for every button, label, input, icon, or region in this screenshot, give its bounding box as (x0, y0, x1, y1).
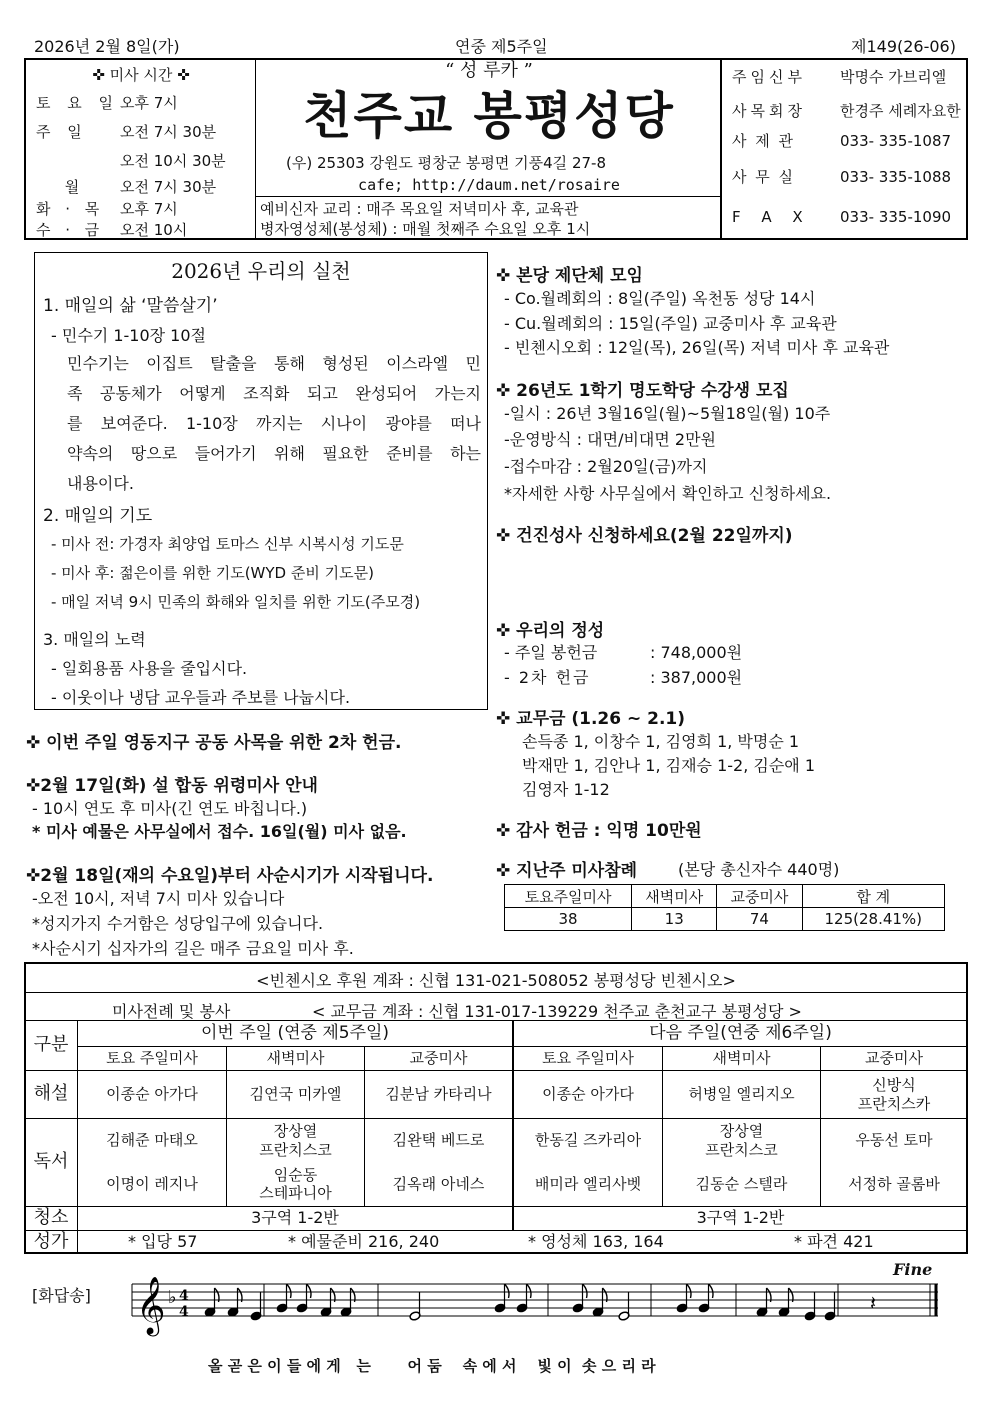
mass-time-row (36, 121, 216, 142)
staff-role: F A X (732, 208, 811, 226)
prayer-item: - 미사 후: 젊은이를 위한 기도(WYD 준비 기도문) (51, 564, 374, 582)
table-cell: 우동선 토마 (821, 1119, 968, 1163)
mass-time-row (36, 198, 178, 219)
offering-value: : 748,000원 (650, 643, 743, 662)
practice-body-line: 를 보여준다. 1-10장 까지는 시나이 광야를 떠나 (67, 414, 481, 433)
table-header-cell: 합 계 (802, 885, 944, 908)
offering-title: ✜ 우리의 정성 (496, 621, 605, 641)
note-flag (287, 1284, 292, 1298)
mass-day: 수 · 금 (36, 221, 100, 239)
staff-row (732, 166, 951, 187)
church-name: 천주교 봉평성당 (303, 87, 675, 145)
church-address: (우) 25303 강원도 평창군 봉평면 기풍4길 27-8 (286, 154, 606, 172)
psalm-lyrics: 올 곧 은 이 들 에 게 는 어 둠 속 에 서 빛 이 솟 으 리 라 (208, 1357, 656, 1375)
time-signature-top: 4 (179, 1288, 189, 1304)
note-flag (307, 1284, 312, 1298)
mass-time-row (36, 176, 216, 197)
cleaning-next-week: 3구역 1-2반 (513, 1207, 968, 1231)
table-cell: 김동순 스텔라 (663, 1163, 821, 1207)
patron-saint: “ 성 루카 ” (445, 60, 533, 81)
table-cell: 이명이 레지나 (78, 1163, 227, 1207)
rest-icon: 𝄽 (870, 1291, 877, 1315)
table-row (25, 1230, 968, 1254)
hymn-label: 성가 (25, 1230, 78, 1254)
notice-lent-title: ✜2월 18일(재의 수요일)부터 사순시기가 시작됩니다. (26, 866, 434, 886)
mass-time: 오후 7시 (120, 200, 178, 218)
hymn-communion: * 영성체 163, 164 (528, 1231, 664, 1251)
mass-day: 토 요 일 (36, 94, 120, 112)
staff-value: 박명수 가브리엘 (840, 68, 947, 86)
practice-box (34, 252, 488, 710)
table-row (25, 1071, 968, 1119)
mass-time: 오전 7시 30분 (120, 178, 217, 196)
table-header-cell: 새벽미사 (632, 885, 717, 908)
table-cell: 125(28.41%) (802, 908, 944, 931)
bulletin-header (24, 58, 968, 240)
practice-section-title: 1. 매일의 삶 ‘말씀살기’ (43, 296, 218, 316)
staff-panel (722, 60, 968, 238)
mass-time-row (36, 219, 187, 240)
vincent-account: <빈첸시오 후원 계좌 : 신협 131-021-508052 봉평성당 빈첸시오> (256, 971, 736, 990)
this-week-header: 이번 주일 (연중 제5주일) (78, 1021, 514, 1047)
staff-value: 033- 335-1088 (840, 168, 952, 186)
table-cell: 38 (505, 908, 632, 931)
hymn-numbers (78, 1230, 968, 1254)
liturgical-season: 연중 제5주일 (455, 37, 548, 56)
table-cell: 이종순 아가다 (78, 1071, 227, 1119)
note-flag (505, 1284, 510, 1298)
notice-memorial-mass-title: ✜2월 17일(화) 설 합동 위령미사 안내 (26, 776, 318, 796)
notice-line: * 미사 예물은 사무실에서 접수. 16일(월) 미사 없음. (32, 822, 407, 841)
dues-line: 박재만 1, 김안나 1, 김재승 1-2, 김순애 1 (522, 756, 816, 775)
mass-time-row (36, 150, 226, 171)
table-cell: 김연국 미카엘 (227, 1071, 365, 1119)
church-title-panel (256, 60, 722, 238)
table-cell: 74 (717, 908, 802, 931)
note-flag (527, 1284, 532, 1298)
notice-line: - 10시 연도 후 미사(긴 연도 바칩니다.) (32, 799, 308, 818)
hymn-offertory: * 예물준비 216, 240 (288, 1231, 440, 1251)
fine-marking: Fine (893, 1260, 933, 1279)
table-row (25, 1047, 968, 1071)
table-cell: 허병일 엘리지오 (663, 1071, 821, 1119)
staff-row (732, 100, 961, 121)
meetings-title: ✜ 본당 제단체 모임 (496, 266, 643, 286)
table-row (505, 885, 945, 908)
table-row (25, 1119, 968, 1163)
psalm-music-staff (130, 1270, 942, 1340)
mass-col-header: 새벽미사 (227, 1047, 365, 1071)
table-header-cell: 토요주일미사 (505, 885, 632, 908)
table-header-cell: 교중미사 (717, 885, 802, 908)
table-cell: 배미라 엘리사벳 (513, 1163, 663, 1207)
table-cell: 서정하 골롬바 (821, 1163, 968, 1207)
mass-time: 오전 10시 (120, 221, 188, 239)
catechumen-info: 예비신자 교리 : 매주 목요일 저녁미사 후, 교육관 (260, 200, 579, 218)
time-signature-bottom: 4 (179, 1304, 189, 1320)
hymn-recessional: * 파견 421 (794, 1231, 874, 1251)
staff-lines (132, 1284, 938, 1316)
service-table (24, 1020, 968, 1254)
notice-line: *사순시기 십자가의 길은 매주 금요일 미사 후. (32, 939, 354, 958)
meeting-item: - 빈첸시오회 : 12일(목), 26일(목) 저녁 미사 후 교육관 (504, 338, 890, 357)
psalm-label: [화답송] (32, 1286, 91, 1305)
service-label: 미사전례 및 봉사 (112, 1002, 231, 1021)
practice-body-line: 약속의 땅으로 들어가기 위해 필요한 준비를 하는 (67, 444, 481, 463)
effort-item: - 이웃이나 냉담 교우들과 주보를 나눕시다. (51, 688, 351, 707)
offering-value: : 387,000원 (650, 668, 743, 687)
cleaning-label: 청소 (25, 1207, 78, 1231)
dues-title: ✜ 교무금 (1.26 ~ 2.1) (496, 709, 686, 729)
table-cell: 장상열 프란치스코 (227, 1119, 365, 1163)
mass-col-header: 새벽미사 (663, 1047, 821, 1071)
staff-row (732, 130, 951, 151)
table-row (25, 1021, 968, 1047)
table-cell: 김완택 베드로 (365, 1119, 514, 1163)
sick-communion-info: 병자영성체(봉성체) : 매월 첫째주 수요일 오후 1시 (260, 220, 591, 238)
thanks-offering: ✜ 감사 헌금 : 익명 10만원 (496, 821, 702, 841)
table-row (25, 1207, 968, 1231)
table-cell: 김옥래 아네스 (365, 1163, 514, 1207)
practice-body-line: 족 공동체가 어떻게 조직화 되고 완성되어 가는지 (67, 384, 481, 403)
practice-section-title: 3. 매일의 노력 (43, 630, 146, 649)
notice-line: *성지가지 수거함은 성당입구에 있습니다. (32, 914, 324, 933)
meeting-item: - Co.월례회의 : 8일(주일) 옥천동 성당 14시 (504, 289, 816, 308)
attendance-note: (본당 총신자수 440명) (678, 860, 840, 879)
dues-line: 김영자 1-12 (522, 780, 610, 799)
staff-role: 사목회장 (732, 102, 806, 120)
table-cell: 신방식 프란치스카 (821, 1071, 968, 1119)
flat-sign-icon: ♭ (168, 1287, 177, 1308)
hymn-entrance: * 입당 57 (128, 1231, 198, 1251)
note-flag (583, 1284, 588, 1298)
dues-account: < 교무금 계좌 : 신협 131-017-139229 천주교 춘천교구 봉평성당 > (312, 1002, 802, 1021)
cleaning-this-week: 3구역 1-2반 (78, 1207, 514, 1231)
mass-col-header: 교중미사 (365, 1047, 514, 1071)
table-cell: 김해준 마태오 (78, 1119, 227, 1163)
prayer-item: - 미사 전: 가경자 최양업 토마스 신부 시복시성 기도문 (51, 535, 404, 553)
checkup-notice: ✜ 건진성사 신청하세요(2월 22일까지) (496, 526, 793, 546)
table-cell: 한동길 즈카리아 (513, 1119, 663, 1163)
prayer-item: - 매일 저녁 9시 민족의 화해와 일치를 위한 기도(주모경) (51, 593, 421, 611)
mass-times-panel (26, 60, 256, 238)
divider (256, 196, 722, 197)
mass-time: 오전 10시 30분 (120, 152, 226, 170)
school-item: -운영방식 : 대면/비대면 2만원 (504, 430, 717, 449)
category-label: 구분 (25, 1021, 78, 1071)
staff-row (732, 66, 946, 87)
school-item: *자세한 사항 사무실에서 확인하고 신청하세요. (504, 484, 832, 503)
offering-label: - 주일 봉헌금 (504, 643, 598, 662)
table-cell: 장상열 프란치스코 (663, 1119, 821, 1163)
table-cell: 김분남 카타리나 (365, 1071, 514, 1119)
reading-label: 독서 (25, 1119, 78, 1207)
notice-line: -오전 10시, 저녁 7시 미사 있습니다 (32, 889, 285, 908)
practice-section-title: 2. 매일의 기도 (43, 506, 153, 526)
staff-role: 주임신부 (732, 68, 806, 86)
next-week-header: 다음 주일(연중 제6주일) (513, 1021, 968, 1047)
practice-body-line: 민수기는 이집트 탈출을 통해 형성된 이스라엘 민 (67, 354, 481, 373)
staff-value: 한경주 세례자요한 (840, 102, 961, 120)
mass-col-header: 교중미사 (821, 1047, 968, 1071)
commentary-label: 해설 (25, 1071, 78, 1119)
issue-date: 2026년 2월 8일(가) (34, 37, 180, 56)
mass-day: 주 일 (36, 123, 88, 141)
practice-body-line: 내용이다. (67, 474, 134, 493)
mass-col-header: 토요 주일미사 (78, 1047, 227, 1071)
mass-day: 화 · 목 (36, 200, 100, 218)
mass-time-row (36, 92, 178, 113)
table-cell: 이종순 아가다 (513, 1071, 663, 1119)
staff-role: 사 무 실 (732, 168, 796, 186)
staff-value: 033- 335-1087 (840, 132, 952, 150)
staff-value: 033- 335-1090 (840, 208, 952, 226)
table-row (505, 908, 945, 931)
dues-line: 손득종 1, 이창수 1, 김영희 1, 박명순 1 (522, 732, 800, 751)
school-title: ✜ 26년도 1학기 명도학당 수강생 모집 (496, 381, 789, 401)
table-cell: 임순동 스테파니아 (227, 1163, 365, 1207)
mass-time: 오전 7시 30분 (120, 123, 217, 141)
meeting-item: - Cu.월례회의 : 15일(주일) 교중미사 후 교육관 (504, 314, 837, 333)
issue-number: 제149(26-06) (851, 37, 956, 56)
church-cafe: cafe; http://daum.net/rosaire (358, 176, 620, 194)
school-item: -일시 : 26년 3월16일(월)~5월18일(월) 10주 (504, 404, 831, 423)
divider (26, 992, 966, 993)
attendance-table (504, 884, 945, 931)
mass-col-header: 토요 주일미사 (513, 1047, 663, 1071)
attendance-title: ✜ 지난주 미사참례 (496, 861, 638, 881)
mass-times-title: ✜ 미사 시간 ✜ (92, 66, 190, 84)
effort-item: - 일회용품 사용을 줄입시다. (51, 659, 248, 678)
staff-role: 사 제 관 (732, 132, 796, 150)
note-flag (709, 1284, 714, 1298)
notice-second-collection: ✜ 이번 주일 영동지구 공동 사목을 위한 2차 헌금. (26, 733, 402, 753)
practice-title: 2026년 우리의 실천 (171, 259, 351, 283)
treble-clef-icon: 𝄞 (136, 1276, 166, 1334)
table-cell: 13 (632, 908, 717, 931)
mass-time: 오후 7시 (120, 94, 178, 112)
offering-label: - 2차 헌금 (504, 668, 591, 687)
practice-scripture: - 민수기 1-10장 10절 (51, 326, 206, 345)
table-row (25, 1163, 968, 1207)
school-item: -접수마감 : 2월20일(금)까지 (504, 457, 708, 476)
staff-row (732, 208, 951, 226)
note-flag (687, 1284, 692, 1298)
mass-day: 월 (64, 178, 80, 196)
